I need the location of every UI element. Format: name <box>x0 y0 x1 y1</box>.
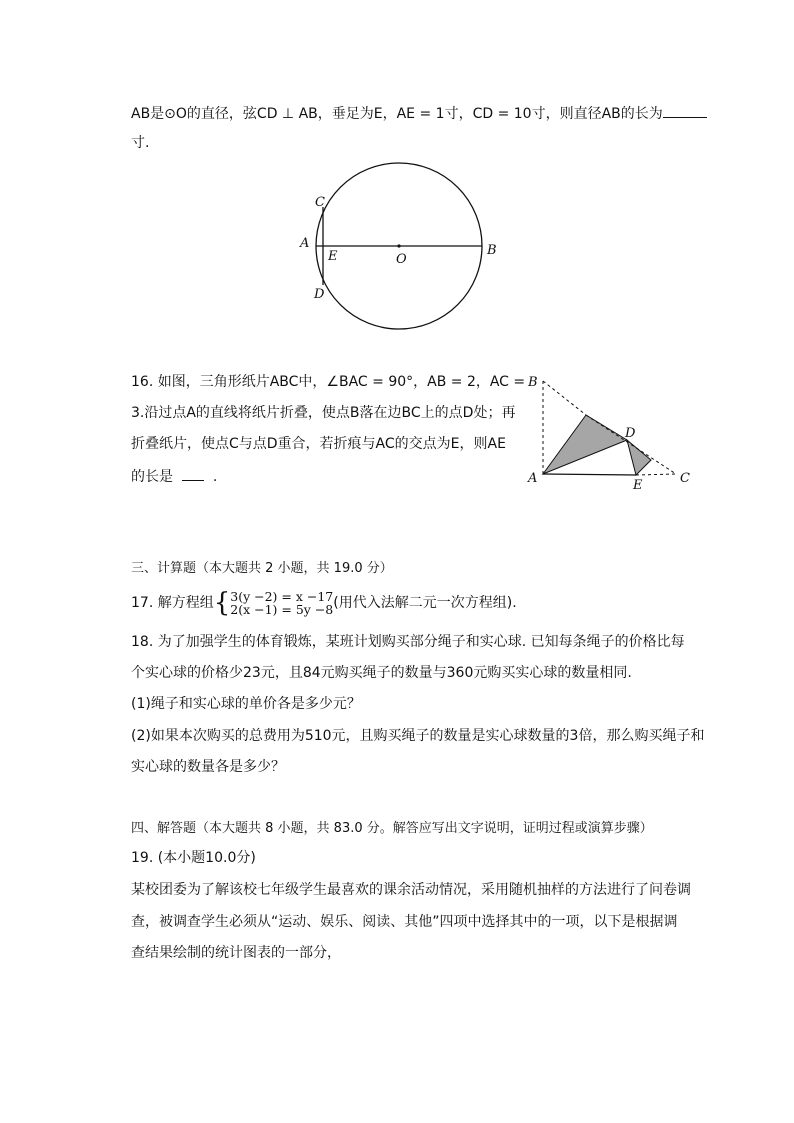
q15-text-line2: 寸. <box>131 135 150 151</box>
q17-line <box>131 588 517 618</box>
section-3-header: 三、计算题（本大题共 2 小题，共 19.0 分） <box>131 561 393 576</box>
label-c: C <box>315 195 325 210</box>
dashed-ec <box>636 474 676 475</box>
q19-line1: 某校团委为了解该校七年级学生最喜欢的课余活动情况，采用随机抽样的方法进行了问卷调 <box>131 882 691 898</box>
q19-title: 19. (本小题10.0分) <box>131 850 256 866</box>
q19-line3: 查结果绘制的统计图表的一部分， <box>131 945 341 961</box>
label-a: A <box>528 471 538 486</box>
brace-symbol: { <box>213 588 231 618</box>
segment-ae <box>543 474 636 475</box>
center-point <box>397 244 400 247</box>
label-d: D <box>625 426 636 441</box>
q15-text: AB是⊙O的直径，弦CD ⊥ AB，垂足为E，AE = 1寸，CD = 10寸，则直径AB的长为 <box>131 106 663 122</box>
q15-answer-blank[interactable] <box>663 103 707 118</box>
q18-sub2-line2: 实心球的数量各是多少？ <box>131 759 285 775</box>
q18-line1: 18. 为了加强学生的体育锻炼，某班计划购买部分绳子和实心球. 已知每条绳子的价格比每 <box>131 634 685 650</box>
q16-line4 <box>131 466 217 487</box>
equation-1: 3(y −2) = x −17 <box>230 589 334 604</box>
q18-sub2-line1: (2)如果本次购买的总费用为510元，且购买绳子的数量是实心球数量的3倍，那么购买绳子和 <box>131 728 705 744</box>
folded-triangle-dec <box>627 440 651 475</box>
q16-text: 的长是 <box>131 469 173 485</box>
q16-line1: 16. 如图，三角形纸片ABC中，∠BAC = 90°，AB = 2，AC = <box>131 374 526 390</box>
q16-line2: 3.沿过点A的直线将纸片折叠，使点B落在边BC上的点D处；再 <box>131 405 516 421</box>
q15-text-line1 <box>131 103 707 124</box>
circle-figure <box>290 160 510 340</box>
q17-text: 17. 解方程组 <box>131 595 214 611</box>
q16-period: . <box>212 469 218 485</box>
label-b: B <box>528 375 538 390</box>
equation-2: 2(x −1) = 5y −8 <box>230 602 334 617</box>
label-d: D <box>314 287 325 302</box>
label-c: C <box>680 471 690 486</box>
dashed-bd-upper <box>543 381 586 415</box>
q16-line3: 折叠纸片，使点C与点D重合，若折痕与AC的交点为E，则AE <box>131 436 506 452</box>
q17-instruction: (用代入法解二元一次方程组). <box>333 595 517 611</box>
q18-line2: 个实心球的价格少23元，且84元购买绳子的数量与360元购买实心球的数量相同. <box>131 665 632 681</box>
q18-sub1: (1)绳子和实心球的单价各是多少元？ <box>131 696 361 712</box>
folded-triangle-abd <box>543 415 627 474</box>
triangle-figure <box>520 370 700 495</box>
label-e: E <box>633 478 643 493</box>
q16-answer-blank[interactable] <box>182 466 204 481</box>
section-4-header: 四、解答题（本大题共 8 小题，共 83.0 分。解答应写出文字说明，证明过程或演算步骤） <box>131 821 653 836</box>
label-e: E <box>328 249 338 264</box>
label-o: O <box>396 252 407 267</box>
label-b: B <box>487 243 497 258</box>
label-a: A <box>300 236 310 251</box>
equation-system <box>230 590 333 616</box>
q19-line2: 查，被调查学生必须从“运动、娱乐、阅读、其他”四项中选择其中的一项，以下是根据调 <box>131 914 678 930</box>
